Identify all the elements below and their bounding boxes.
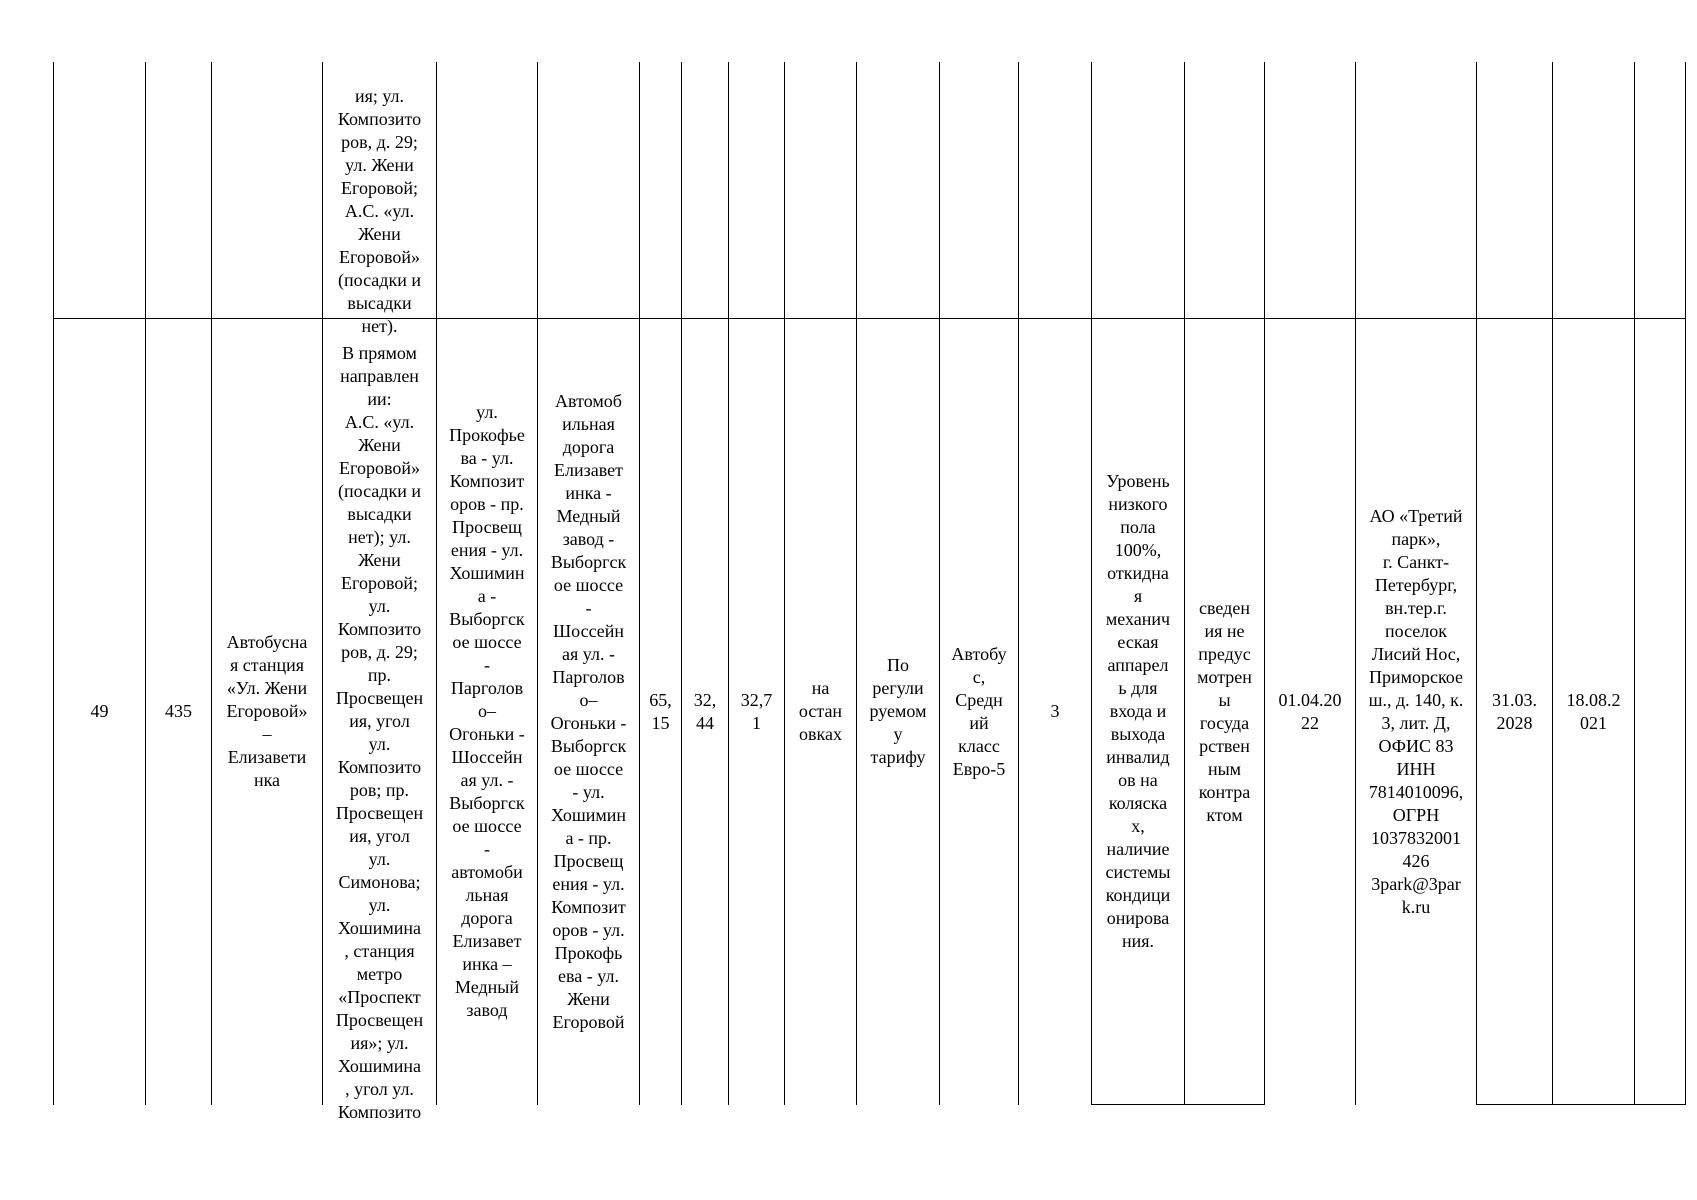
grid-line bbox=[1634, 62, 1635, 1105]
boarding-order: на остан овках bbox=[798, 678, 843, 744]
streets-backward-cell bbox=[538, 319, 639, 1104]
boarding-cell bbox=[785, 319, 856, 1104]
carrier-cell bbox=[1356, 319, 1476, 1104]
streets-forward-cell bbox=[437, 319, 537, 1104]
decision-date-cell bbox=[1553, 319, 1634, 1104]
stops-cell bbox=[323, 319, 436, 1122]
vehicle-type: Автобу с, Средн ий класс Евро-5 bbox=[951, 643, 1007, 779]
characteristics-cell bbox=[1092, 319, 1184, 1104]
decision-date: 18.08.2 021 bbox=[1566, 689, 1621, 733]
vehicle-characteristics: Уровень низкого пола 100%, откидна я механич еская аппарел ь для входа и выхода инвалид ов на коляска х, наличие системы кондици онирова ния. bbox=[1105, 471, 1171, 951]
length-forward: 32, 44 bbox=[693, 689, 717, 733]
vehicle-cell bbox=[940, 319, 1018, 1104]
row-bottom-border bbox=[1476, 1104, 1686, 1105]
tariff-cell bbox=[857, 319, 939, 1104]
route-name-cell bbox=[212, 319, 322, 1104]
stops-continuation-cell bbox=[323, 62, 436, 336]
contract-info: сведен ия не предус мотрен ы госуда рствен ным контра ктом bbox=[1197, 597, 1252, 825]
reg-number-cell bbox=[146, 319, 211, 1104]
streets-backward: Автомоб ильная дорога Елизавет инка - Медный завод - Выборгск ое шоссе - Шоссейн ая ул. - Парголов о– Огоньки - Выборгск ое шоссе - ул. Хошимин а - пр. Просвещ ения - ул. Композит оров - ул. Прокофь ева - ул. Жени Егоровой bbox=[550, 390, 627, 1032]
row-bottom-border bbox=[1091, 1104, 1265, 1105]
length-forward-cell bbox=[682, 319, 728, 1104]
start-date: 01.04.20 22 bbox=[1278, 689, 1342, 733]
length-backward-cell bbox=[729, 319, 784, 1104]
vehicle-count: 3 bbox=[1050, 701, 1060, 721]
route-number: 49 bbox=[90, 701, 109, 721]
contract-cell bbox=[1185, 319, 1264, 1104]
reg-number: 435 bbox=[165, 701, 192, 721]
streets-forward: ул. Прокофье ва - ул. Композит оров - пр. Просвещ ения - ул. Хошимин а - Выборгск ое шоссе - Парголов о– Огоньки - Шоссейн ая ул. - Выборгск ое шоссе - автомоби льная дорога Елизавет инка – Медный завод bbox=[449, 402, 525, 1020]
length-backward: 32,7 1 bbox=[740, 689, 773, 733]
start-date-cell bbox=[1265, 319, 1355, 1104]
tariff: По регули руемом у тарифу bbox=[869, 655, 927, 767]
stops-continuation-text: ия; ул. Композито ров, д. 29; ул. Жени Егоровой; А.С. «ул. Жени Егоровой» (посадки и высадки нет). bbox=[337, 86, 422, 336]
length-total-cell bbox=[640, 319, 681, 1104]
stops-list: В прямом направлен ии: А.С. «ул. Жени Егоровой» (посадки и высадки нет); ул. Жени Егоровой; ул. Композито ров, д. 29; пр. Просвещен ия, угол ул. Композито ров; пр. Просвещен ия, угол ул. Симонова; ул. Хошимина , станция метро «Проспект Просвещен ия»; ул. Хошимина , угол ул. Композито bbox=[335, 343, 424, 1122]
end-date-cell bbox=[1477, 319, 1552, 1104]
length-total: 65, 15 bbox=[649, 689, 672, 733]
vehicle-count-cell bbox=[1019, 319, 1091, 1104]
end-date: 31.03. 2028 bbox=[1492, 689, 1537, 733]
carrier-info: АО «Третий парк», г. Санкт- Петербург, вн.тер.г. поселок Лисий Нос, Приморское ш., д. 140, к. 3, лит. Д, ОФИС 83 ИНН 7814010096, ОГРН 1037832001 426 3park@3par k.ru bbox=[1368, 505, 1464, 917]
route-name: Автобусна я станция «Ул. Жени Егоровой» – Елизавети нка bbox=[226, 632, 308, 790]
route-number-cell bbox=[54, 319, 145, 1104]
grid-line bbox=[1685, 62, 1686, 1105]
